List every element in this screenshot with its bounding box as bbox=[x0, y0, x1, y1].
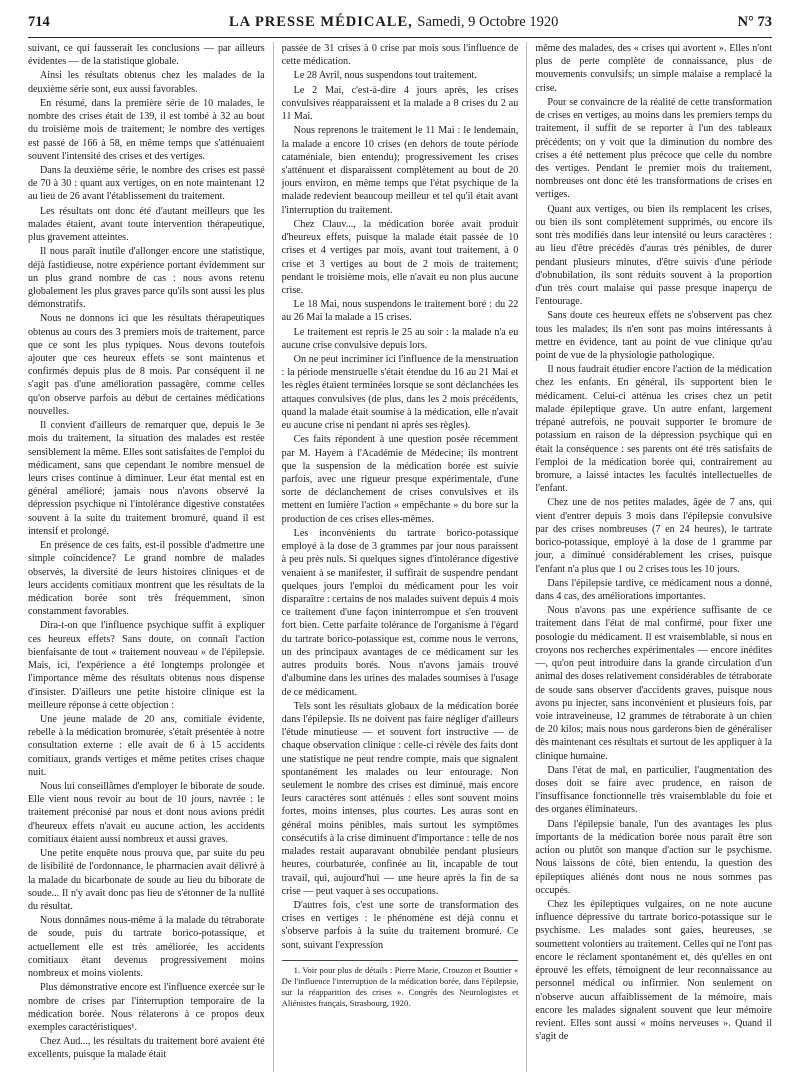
paragraph: Chez une de nos petites malades, âgée de 7 ans, qui vient d'entrer depuis 3 mois dans l'épilepsie convulsive par des crises nombreuses (7 en 24 heures), le tartrate borico-potassique, employé à la dose de 1 gramme par jour, a diminué considérablement les crises, puisque l'enfant n'a plus que 1 ou 2 crises tous les 10 jours. bbox=[535, 497, 773, 575]
journal-title bbox=[229, 14, 558, 31]
paragraph: Les inconvénients du tartrate borico-potassique employé à la dose de 3 grammes par jour nous paraissent à peu près nuls. Si quelques signes d'intolérance digestive venaient à se manifester, il suffirait de suspendre pendant quelques jours l'emploi du médicament pour les voir disparaître : certains de nos malades suivent depuis 4 mois ce traitement d'une façon ininterrompue et s'en trouvent fort bien. Cette parfaite tolérance de l'organisme à l'égard du tartrate borico-potassique est, comme nous le verrons, un des principaux avantages de ce médicament sur les autres produits borés. Nous n'avons jamais trouvé d'albumine dans les urines des malades soumises à l'usage de ce médicament. bbox=[281, 527, 519, 698]
paragraph: Ces faits répondent à une question posée récemment par M. Hayem à l'Académie de Médecine; ils montrent que la suspension de la médication borée est suivie parfois, avec une rigueur presque expérimentale, d'une sorte de déclanchement de crises convulsives et ils mettent en lumière l'action « empêchante » du bore sur la production de ces crises elles-mêmes. bbox=[281, 434, 519, 525]
paragraph: Chez Aud..., les résultats du traitement boré avaient été excellents, puisque la malade était bbox=[28, 1036, 265, 1061]
paragraph: Une petite enquête nous prouva que, par suite du peu de lisibilité de l'ordonnance, le pharmacien avait délivré à la malade du bicarbonate de soude au lieu du biborate de soude... Il n'y avait donc pas lieu de s'étonner de la nullité du résultat. bbox=[28, 848, 265, 912]
issue-date: Samedi, 9 Octobre 1920 bbox=[417, 14, 559, 30]
paragraph: Une jeune malade de 20 ans, comitiale évidente, rebelle à la médication bromurée, s'était présentée à notre consultation externe : elle avait de 6 à 15 accidents comitiaux, grands vertiges et même petites crises chaque nuit. bbox=[28, 713, 265, 778]
paragraph: Le 2 Mai, c'est-à-dire 4 jours après, les crises convulsives réapparaissent et la malade a 8 crises du 2 au 11 Mai. bbox=[281, 84, 519, 123]
paragraph: Pour se convaincre de la réalité de cette transformation de crises en vertiges, au moins dans les premiers temps du traitement, il suffit de se reporter à l'un des tableaux précédents; on y voit que la diminution du nombre des crises a été nettement plus précoce que celle du nombre des vertiges. Pendant le premier mois du traitement, nombreuses ont donc été les transformations de crises en vertiges. bbox=[535, 96, 773, 201]
paragraph: En présence de ces faits, est-il possible d'admettre une simple coïncidence? Le grand nombre de malades observés, la diversité de leurs histoires cliniques et de leurs accidents comitiaux montrent que les résultats de la médication borée sont très fréquemment, sinon constamment favorables. bbox=[28, 540, 265, 618]
paragraph: D'autres fois, c'est une sorte de transformation des crises en vertiges : le phénomène est déjà connu et s'observe parfois à la suite du traitement bromuré. Ce sont, suivant l'expression bbox=[281, 900, 519, 951]
paragraph: Dans l'état de mal, en particulier, l'augmentation des doses doit se faire avec prudence, en raison de l'insuffisance fonctionnelle très vraisemblable du foie et des organes éliminateurs. bbox=[535, 764, 773, 816]
header-rule bbox=[28, 37, 772, 38]
paragraph: Nous n'avons pas une expérience suffisante de ce traitement dans l'état de mal confirmé, pour fixer une posologie du médicament. Il est vraisemblable, si nous en croyons nos recherches expérimentales — encore inédites —, qu'on peut introduire dans la grande circulation d'un animal des doses relativement considérables de tétraborate de soude sans observer d'accidents graves, puisque nous avons pu injecter, sans inconvénient et plusieurs fois, par voie intraveineuse, 12 grammes de tétraborate à un chien de 20 kilos; mais nous nous garderons bien de généraliser dès maintenant ces résultats et surtout de les appliquer à la clinique humaine. bbox=[535, 605, 773, 762]
paragraph: Chez Clauv..., la médication borée avait produit d'heureux effets, puisque la malade était passée de 10 crises et 4 vertiges par mois, avant tout traitement, à 0 crise et 3 vertiges au bout de 2 mois de traitement; pendant le troisième mois, elle n'avait eu non plus aucune crise. bbox=[281, 218, 519, 296]
column-2-body bbox=[282, 42, 519, 952]
paragraph: Nous reprenons le traitement le 11 Mai : le lendemain, la malade a encore 10 crises (en dehors de toute période cataméniale, bien entendu); progressivement les crises s'atténuent et disparaissent complètement au bout de 20 jours environ, en même temps que l'état psychique de la malade redevient beaucoup meilleur et tel qu'il était avant l'interruption du traitement. bbox=[281, 125, 519, 216]
paragraph: Dans l'épilepsie banale, l'un des avantages les plus importants de la médication borée nous paraît être son action ou plutôt son manque d'action sur le psychisme. Nous laissons de côté, bien entendu, la question des épileptiques aliénés dont nous ne nous sommes pas occupés. bbox=[535, 818, 773, 896]
paragraph: On ne peut incriminer ici l'influence de la menstruation : la période menstruelle s'était étendue du 16 au 21 Mai et les règles étaient terminées lorsque se sont déclanchées les attaques convulsives (de plus, dans les 2 mois précédents, quand la malade était soumise à la médication, elle n'avait eu aucune crise ni pendant ni après ses règles). bbox=[281, 354, 519, 432]
column-2 bbox=[273, 42, 519, 1072]
paragraph: Dans l'épilepsie tardive, ce médicament nous a donné, dans 4 cas, des améliorations importantes. bbox=[535, 577, 773, 602]
paragraph: Le 18 Mai, nous suspendons le traitement boré : du 22 au 26 Mai la malade a 15 crises. bbox=[281, 299, 519, 324]
paragraph: Il nous faudrait étudier encore l'action de la médication chez les enfants. En général, ils supportent bien le médicament. Celui-ci atténua les crises chez un petit malade épileptique grave. Un autre enfant, largement trépané autrefois, ne pouvait supporter le bromure de potassium en raison de la dépression psychique qui en était la conséquence : ses parents ont été très satisfaits de l'emploi de la médication borée qui, contrairement au bromure, a laissé intactes les facultés intellectuelles de l'enfant. bbox=[535, 364, 773, 495]
paragraph: Le 28 Avril, nous suspendons tout traitement. bbox=[293, 70, 477, 82]
paragraph: suivant, ce qui fausserait les conclusions — par ailleurs évidentes — de la statistique globale. bbox=[28, 43, 265, 68]
paragraph: Plus démonstrative encore est l'influence exercée sur le nombre de crises par l'interruption temporaire de la médication borée. Nous rélaterons à ce propos deux exemples caractéristiques¹. bbox=[28, 982, 265, 1033]
paragraph: Les résultats ont donc été d'autant meilleurs que les malades étaient, avant toute intervention thérapeutique, plus gravement atteintes. bbox=[28, 205, 265, 244]
paragraph: même des malades, des « crises qui avortent ». Elles n'ont plus de perte complète de connaissance, plus de mouvements convulsifs; un simple malaise a remplacé la crise. bbox=[535, 43, 773, 94]
page-header bbox=[28, 14, 772, 34]
footnotes bbox=[282, 960, 519, 1010]
page-number: 714 bbox=[28, 14, 50, 30]
paragraph: Sans doute ces heureux effets ne s'observent pas chez tous les malades; ils n'en sont pas moins intéressants à mettre en évidence, tant au point de vue clinique qu'au point de vue de la physiologie pathologique. bbox=[535, 310, 773, 362]
paragraph: Dira-t-on que l'influence psychique suffit à expliquer ces heureux effets? Sans doute, on connaît l'action bienfaisante de tout « traitement nouveau » de l'épilepsie. Mais, ici, l'expérience a été longtemps prolongée et l'importance même des résultats obtenus nous dispense d'insister. D'ailleurs une petite histoire clinique est la meilleure réponse à cette objection : bbox=[28, 620, 265, 711]
issue-number: N° 73 bbox=[737, 14, 772, 30]
paragraph: Il convient d'ailleurs de remarquer que, depuis le 3e mois du traitement, la situation des malades est restée sensiblement la même. Elles sont satisfaites de l'emploi du médicament, sans que cependant le nombre mensuel de leurs crises continue à diminuer. Leur état mental est en général amélioré; jamais nous n'avons observé la dépression psychique ni l'intolérance digestive constatées souvent à la suite du traitement bromuré, quand il est intensif et prolongé. bbox=[28, 420, 265, 537]
column-1 bbox=[28, 42, 265, 1072]
paragraph: Nous lui conseillâmes d'employer le biborate de soude. Elle vient nous revoir au bout de 10 jours, navrée : le traitement préconisé par nous et dont nous avions prédit d'heureux effets n'avait eu aucune action, les accidents comitiaux étaient aussi nombreux et aussi graves. bbox=[28, 781, 265, 845]
column-3 bbox=[526, 42, 772, 1072]
paragraph: Dans la deuxième série, le nombre des crises est passé de 70 à 30 : quant aux vertiges, on en note maintenant 12 au lieu de 26 avant l'établissement du traitement. bbox=[28, 164, 265, 203]
article-columns bbox=[28, 42, 772, 1072]
paragraph: Nous ne donnons ici que les résultats thérapeutiques obtenus au cours des 3 premiers mois de traitement, parce que ce sont les plus typiques. Nous devons toutefois ajouter que ces heureux effets se sont maintenus et confirmés depuis plus de 8 mois. Par conséquent il ne s'agit pas d'une amélioration passagère, comme celles qu'on observe parfois au début de certaines médications nouvelles. bbox=[28, 313, 265, 417]
paragraph: Ainsi les résultats obtenus chez les malades de la deuxième série sont, eux aussi favorables. bbox=[28, 70, 265, 95]
paragraph: Nous donnâmes nous-même à la malade du tétraborate de soude, puis du tartrate borico-potassique, et actuellement elle est très améliorée, les accidents comitiaux étant devenus progressivement moins nombreux et moins violents. bbox=[28, 915, 265, 980]
paragraph: Il nous paraît inutile d'allonger encore une statistique, déjà fastidieuse, notre expérience portant évidemment sur un plus grand nombre de cas : nous avons retenu globalement les plus graves parce qu'ils sont aussi les plus démonstratifs. bbox=[28, 246, 265, 311]
paragraph: Quant aux vertiges, ou bien ils remplacent les crises, ou bien ils sont complètement supprimés, ou encore ils sont très modifiés dans leur intensité ou leurs caractères : au lieu d'être précédés d'auras très pénibles, de durer pendant plusieurs minutes, d'être suivis d'une période d'obnubilation, ils sont réduits souvent à la proportion d'un très court malaise qui passe presque inaperçu de l'entourage. bbox=[535, 203, 773, 308]
paragraph: Tels sont les résultats globaux de la médication borée dans l'épilepsie. Ils ne doivent pas faire négliger d'ailleurs l'étude minutieuse — et souvent fort instructive — de chaque observation clinique : celle-ci révèle des faits dont une statistique ne peut rendre compte, mais que signalent spontanément les malades ou leur entourage. Non seulement le nombre des crises est diminué, mais encore leurs caractères sont atténués : elles sont souvent moins fortes, moins intenses, plus courtes. Les auras sont en général moins pénibles, mais surtout les symptômes consécutifs à la crise diminuent d'importance : telle de nos malades restait auparavant obnubilée pendant plusieurs heures, courbaturée, confinée au lit, incapable de tout travail, qui, aujourd'hui — une heure après la fin de sa crise — peut vaquer à ses occupations. bbox=[281, 700, 519, 897]
paragraph: En résumé, dans la première série de 10 malades, le nombre des crises était de 139, il est tombé à 32 au bout du troisième mois de traitement; le nombre des vertiges est passé de 166 à 58, en même temps que s'atténuaient souvent l'intensité des crises et des vertiges. bbox=[28, 97, 265, 162]
paragraph: Chez les épileptiques vulgaires, on ne note aucune influence dépressive du tartrate borico-potassique sur le psychisme. Les malades sont gaies, heureuses, se soumettent volontiers au traitement. Celles qui ne l'ont pas encore le réclament spontanément et, dès qu'elles en ont éprouvé les effets, témoignent de leur reconnaissance au personnel médical ou infirmier. Non seulement on n'observe aucun affaiblissement de la mémoire, mais encore les malades signalent souvent que leur mémoire revient. Elles sont aussi « moins nerveuses ». Quand il s'agit de bbox=[535, 899, 773, 1043]
journal-name: LA PRESSE MÉDICALE, bbox=[228, 14, 413, 30]
paragraph: passée de 31 crises à 0 crise par mois sous l'influence de cette médication. bbox=[281, 43, 519, 68]
footnote-1: 1. Voir pour plus de détails : Pierre Marie, Crouzon et Bouttier « De l'influence l'interruption de la médication borée, dans l'épilepsie, sur la réapparition des crises ». Congrès des Neurologistes et Aliénistes français, Strasbourg, 1920. bbox=[281, 964, 519, 1009]
paragraph: Le traitement est repris le 25 au soir : la malade n'a eu aucune crise convulsive depuis lors. bbox=[281, 326, 519, 351]
